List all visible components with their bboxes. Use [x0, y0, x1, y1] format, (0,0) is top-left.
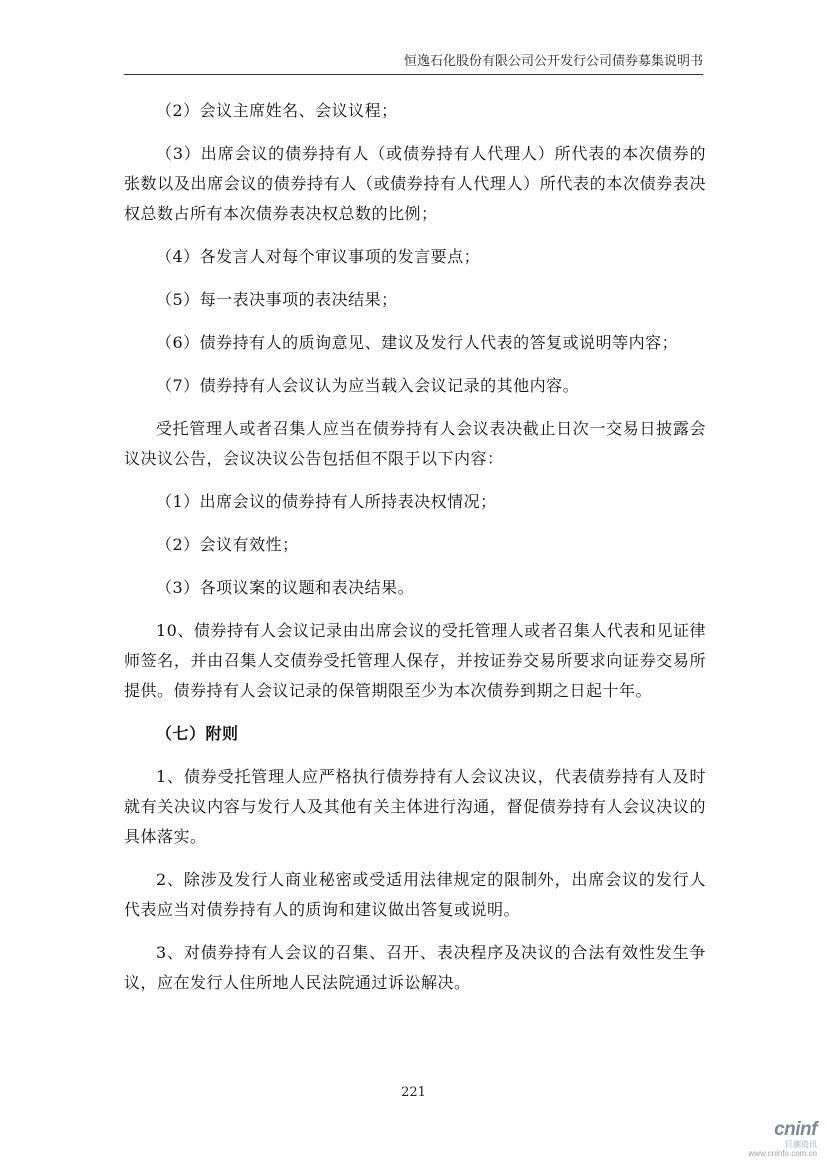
page-number: 221: [401, 1085, 426, 1100]
logo-brand: cninf: [774, 1119, 817, 1140]
paragraph: （2）会议主席姓名、会议议程；: [156, 101, 398, 120]
paragraph: （3）各项议案的议题和表决结果。: [156, 578, 415, 597]
paragraph: （4）各发言人对每个审议事项的发言要点；: [156, 247, 481, 266]
paragraph: （7）债券持有人会议认为应当载入会议记录的其他内容。: [156, 376, 580, 395]
paragraph: 2、除涉及发行人商业秘密或受适用法律规定的限制外，出席会议的发行人代表应当对债券持有人的质询和建议做出答复或说明。: [124, 870, 706, 919]
paragraph: （6）债券持有人的质询意见、建议及发行人代表的答复或说明等内容；: [156, 333, 679, 352]
cninfo-logo: [747, 1120, 817, 1159]
paragraph: （5）每一表决事项的表决结果；: [156, 290, 398, 309]
document-header: [124, 52, 703, 75]
logo-url: www.cninfo.com.cn: [748, 1149, 817, 1158]
paragraph: 3、对债券持有人会议的召集、召开、表决程序及决议的合法有效性发生争议，应在发行人住所地人民法院通过诉讼解决。: [124, 943, 706, 992]
paragraph: 受托管理人或者召集人应当在债券持有人会议表决截止日次一交易日披露会议决议公告，会议决议公告包括但不限于以下内容：: [124, 419, 706, 468]
paragraph: 1、债券受托管理人应严格执行债券持有人会议决议，代表债券持有人及时就有关决议内容与发行人及其他有关主体进行沟通，督促债券持有人会议决议的具体落实。: [124, 767, 706, 846]
section-heading: （七）附则: [156, 724, 239, 743]
paragraph: （3）出席会议的债券持有人（或债券持有人代理人）所代表的本次债券的张数以及出席会议的债券持有人（或债券持有人代理人）所代表的本次债券表决权总数占所有本次债券表决权总数的比例；: [124, 144, 706, 223]
paragraph: 10、债券持有人会议记录由出席会议的受托管理人或者召集人代表和见证律师签名，并由召集人交债券受托管理人保存，并按证券交易所要求向证券交易所提供。债券持有人会议记录的保管期限至少为本次债券到期之日起十年。: [124, 621, 706, 700]
paragraph: （2）会议有效性；: [156, 535, 299, 554]
logo-cn-text: 巨潮资讯: [785, 1140, 817, 1149]
document-body: [124, 96, 706, 1011]
paragraph: （1）出席会议的债券持有人所持表决权情况；: [156, 492, 497, 511]
header-title: 恒逸石化股份有限公司公开发行公司债券募集说明书: [403, 54, 703, 69]
